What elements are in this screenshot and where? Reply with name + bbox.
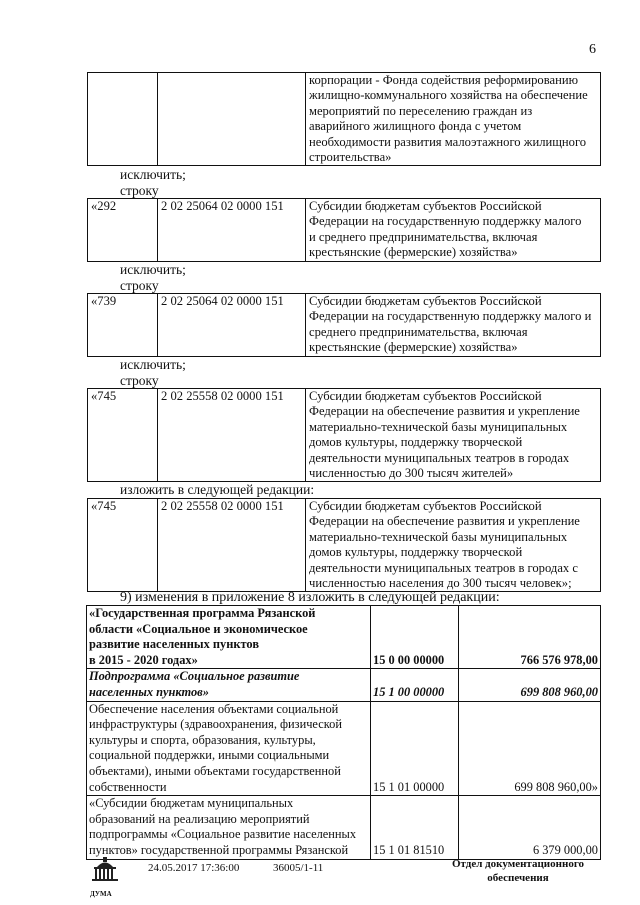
action-row-3: строку [120, 373, 159, 388]
item-9-heading: 9) изменения в приложение 8 изложить в следующей редакции: [120, 590, 500, 605]
cell-num: «745 [88, 499, 158, 592]
row-table-292 [87, 198, 601, 262]
table-row [87, 606, 601, 669]
cell-code: 2 02 25558 02 0000 151 [158, 389, 306, 482]
subprogram-code: 15 1 00 00000 [371, 669, 459, 701]
program-name: «Государственная программа Рязанской области «Социальное и экономическое развитие населенных пунктов в 2015 - 2020 годах» [87, 606, 371, 669]
cell-text: Субсидии бюджетам субъектов Российской Федерации на обеспечение развития и укрепление материально-технической базы муниципальных домов культуры, поддержку творческой деятельности муниципальных театров в городах с численностью населения до 300 тысяч человек»; [306, 499, 601, 592]
logo-caption: ДУМА [90, 890, 112, 898]
cell-code: 2 02 25064 02 0000 151 [158, 199, 306, 262]
measure-amount: 699 808 960,00» [459, 701, 601, 796]
page-number: 6 [589, 42, 596, 57]
measure-name: Обеспечение населения объектами социальной инфраструктуры (здравоохранения, физической культуры и спорта, образования, культуры, социальной поддержки, иными социальными объектами), иными объектами государственной собственности [87, 701, 371, 796]
appendix8-table [86, 605, 601, 860]
cell-code: 2 02 25064 02 0000 151 [158, 294, 306, 357]
subsidy-name: «Субсидии бюджетам муниципальных образований на реализацию мероприятий подпрограммы «Социальное развитие населенных пунктов» государственной программы Рязанской [87, 796, 371, 859]
duma-building-icon [88, 855, 122, 889]
table-row [88, 294, 601, 357]
action-exclude-1: исключить; [120, 167, 186, 182]
office-line-2: обеспечения [487, 872, 549, 884]
cell-num: «292 [88, 199, 158, 262]
row-table-745-old [87, 388, 601, 482]
table-row [88, 199, 601, 262]
subsidy-code: 15 1 01 81510 [371, 796, 459, 859]
subprogram-amount: 699 808 960,00 [459, 669, 601, 701]
office-stamp [438, 857, 598, 885]
cell-text: Субсидии бюджетам субъектов Российской Федерации на государственную поддержку малого и среднего предпринимательства, включая крестьянские (фермерские) хозяйства» [306, 199, 601, 262]
cell-text: Субсидии бюджетам субъектов Российской Федерации на обеспечение развития и укрепление материально-технической базы муниципальных домов культуры, поддержку творческой деятельности муниципальных театров в городах численностью до 300 тысяч жителей» [306, 389, 601, 482]
program-amount: 766 576 978,00 [459, 606, 601, 669]
cell-num [88, 73, 158, 166]
program-code: 15 0 00 00000 [371, 606, 459, 669]
table-row [88, 499, 601, 592]
cell-code: 2 02 25558 02 0000 151 [158, 499, 306, 592]
new-edition-label: изложить в следующей редакции: [120, 482, 315, 497]
subsidy-amount: 6 379 000,00 [459, 796, 601, 859]
action-row-1: строку [120, 183, 159, 198]
action-row-2: строку [120, 278, 159, 293]
continuation-table [87, 72, 601, 166]
cell-text: корпорации - Фонда содействия реформированию жилищно-коммунального хозяйства на обеспечение мероприятий по переселению граждан из аварийного жилищного фонда с учетом необходимости развития малоэтажного жилищного строительства» [306, 73, 601, 166]
subprogram-name: Подпрограмма «Социальное развитие населенных пунктов» [87, 669, 371, 701]
action-exclude-3: исключить; [120, 357, 186, 372]
action-exclude-2: исключить; [120, 262, 186, 277]
table-row [87, 669, 601, 701]
table-row [88, 389, 601, 482]
cell-code [158, 73, 306, 166]
office-line-1: Отдел документационного [451, 858, 585, 870]
row-table-739 [87, 293, 601, 357]
cell-num: «745 [88, 389, 158, 482]
duma-logo [88, 855, 122, 889]
measure-code: 15 1 01 00000 [371, 701, 459, 796]
row-table-745-new [87, 498, 601, 592]
table-row [87, 701, 601, 796]
footer-doc-number: 36005/1-11 [273, 862, 324, 874]
table-row [87, 796, 601, 859]
table-row [88, 73, 601, 166]
footer-datetime: 24.05.2017 17:36:00 [148, 862, 240, 874]
cell-num: «739 [88, 294, 158, 357]
cell-text: Субсидии бюджетам субъектов Российской Федерации на государственную поддержку малого и среднего предпринимательства, включая крестьянские (фермерские) хозяйства» [306, 294, 601, 357]
